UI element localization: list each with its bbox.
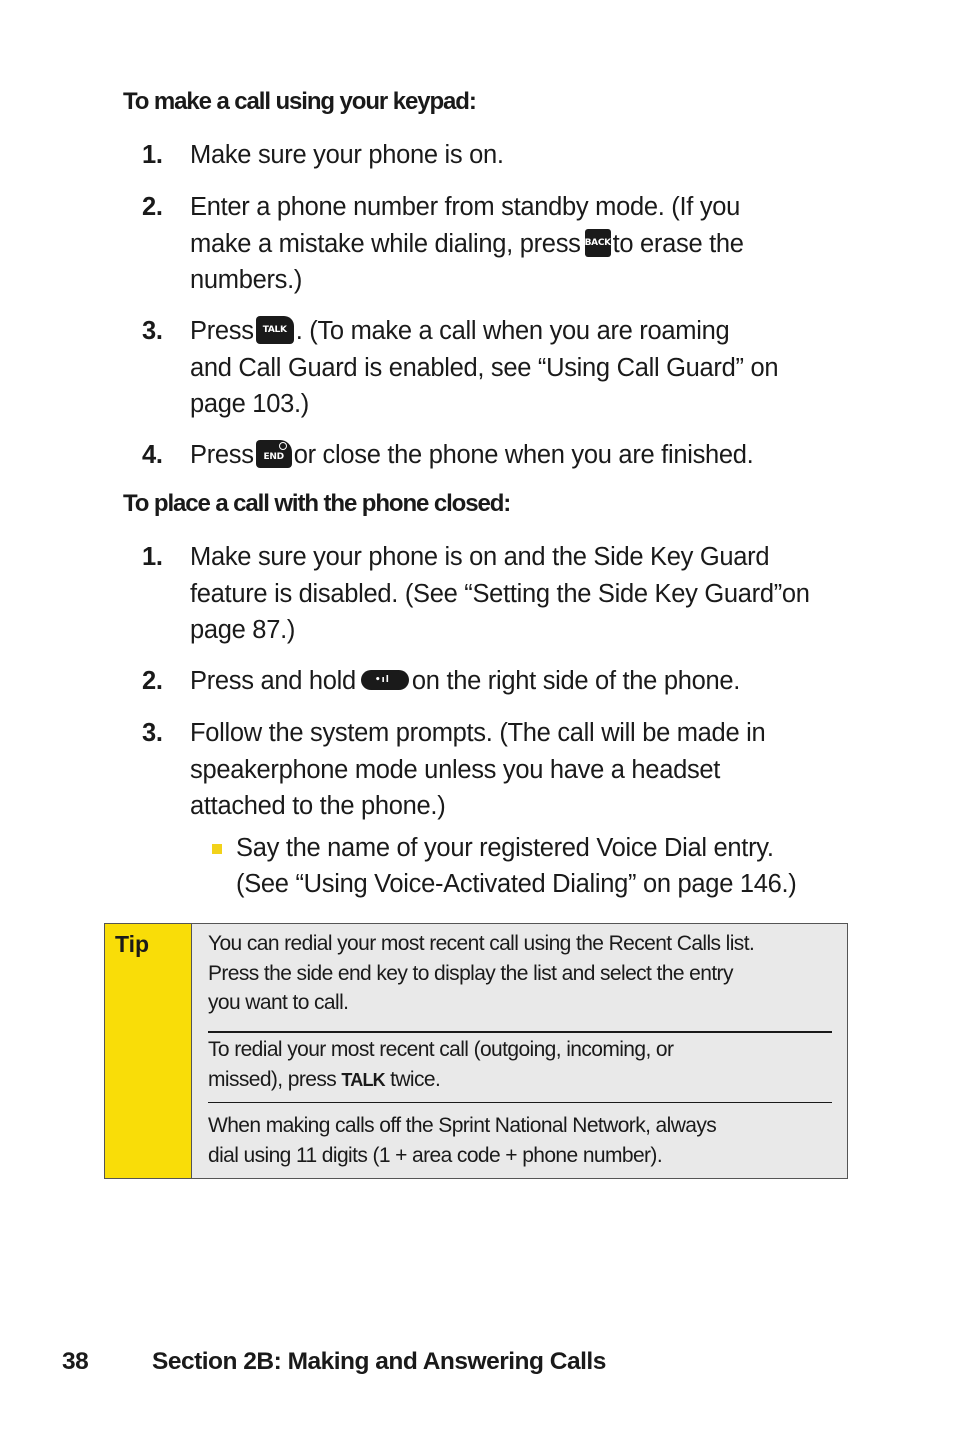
step-line: numbers.) (190, 266, 303, 294)
section-title: Section 2B: Making and Answering Calls (152, 1348, 606, 1375)
step-line: page 87.) (190, 616, 296, 644)
step-text (190, 715, 860, 825)
step-number: 3. (142, 317, 163, 345)
step-line: Press (190, 441, 254, 469)
end-key-label: END (263, 452, 284, 463)
tip-paragraph (208, 1035, 832, 1095)
step-line: attached to the phone.) (190, 792, 446, 820)
tip-line: You can redial your most recent call using the Recent Calls list. (208, 932, 755, 955)
sub-list-item (236, 830, 856, 902)
section-heading-keypad: To make a call using your keypad: (123, 88, 476, 115)
page-number: 38 (62, 1348, 89, 1375)
step-line: make a mistake while dialing, press (190, 229, 581, 258)
tip-line: To redial your most recent call (outgoing, incoming, or (208, 1038, 674, 1061)
back-key-icon: BACK (585, 229, 611, 257)
step-line: . (To make a call when you are roaming (295, 317, 730, 345)
step-line: Make sure your phone is on and the Side Key Guard (190, 543, 770, 571)
step-number: 2. (142, 193, 163, 221)
tip-line: missed), press (208, 1067, 337, 1091)
talk-key-label: TALK (341, 1069, 385, 1090)
step-line: speakerphone mode unless you have a headset (190, 755, 721, 784)
step-text (190, 313, 860, 423)
step-text (190, 437, 860, 474)
step-line: feature is disabled. (See “Setting the Side Key Guard”on (190, 579, 810, 608)
step-line: to erase the (612, 229, 744, 258)
tip-line: you want to call. (208, 991, 349, 1014)
step-line: Press (190, 317, 254, 345)
divider (208, 1031, 832, 1033)
step-number: 1. (142, 543, 163, 571)
step-line: on the right side of the phone. (411, 667, 741, 695)
talk-key-icon: TALK (256, 316, 294, 344)
tip-line: When making calls off the Sprint National Network, always (208, 1114, 717, 1137)
side-voice-key-icon (361, 670, 409, 690)
step-number: 1. (142, 141, 163, 169)
sub-list-line: Say the name of your registered Voice Dial entry. (236, 834, 774, 862)
sub-list-line: (See “Using Voice-Activated Dialing” on page 146.) (236, 870, 797, 898)
tip-line: dial using 11 digits (1 + area code + phone number). (208, 1143, 663, 1167)
voice-dots-icon: •ıl (374, 674, 390, 685)
tip-line: twice. (390, 1067, 441, 1091)
tip-paragraph (208, 1111, 832, 1170)
end-power-key-icon (256, 440, 292, 468)
step-text (190, 539, 860, 649)
step-line: and Call Guard is enabled, see “Using Call Guard” on (190, 353, 779, 382)
section-heading-phone-closed: To place a call with the phone closed: (123, 490, 511, 517)
step-line: Enter a phone number from standby mode. (If you (190, 193, 741, 221)
step-text (190, 663, 860, 700)
step-number: 3. (142, 719, 163, 747)
step-number: 2. (142, 667, 163, 695)
tip-box (104, 923, 848, 1179)
step-line: or close the phone when you are finished. (293, 441, 754, 469)
tip-paragraph (208, 929, 832, 1018)
step-line: Follow the system prompts. (The call will be made in (190, 719, 766, 747)
power-icon (279, 442, 287, 450)
divider (208, 1102, 832, 1103)
tip-label: Tip (115, 931, 150, 957)
step-line: Press and hold (190, 667, 356, 695)
step-number: 4. (142, 441, 163, 469)
step-text: Make sure your phone is on. (190, 141, 504, 169)
tip-line: Press the side end key to display the list and select the entry (208, 961, 733, 985)
square-bullet-icon (212, 844, 222, 854)
step-line: page 103.) (190, 390, 309, 418)
step-text (190, 189, 860, 299)
tip-label-column (105, 924, 192, 1178)
